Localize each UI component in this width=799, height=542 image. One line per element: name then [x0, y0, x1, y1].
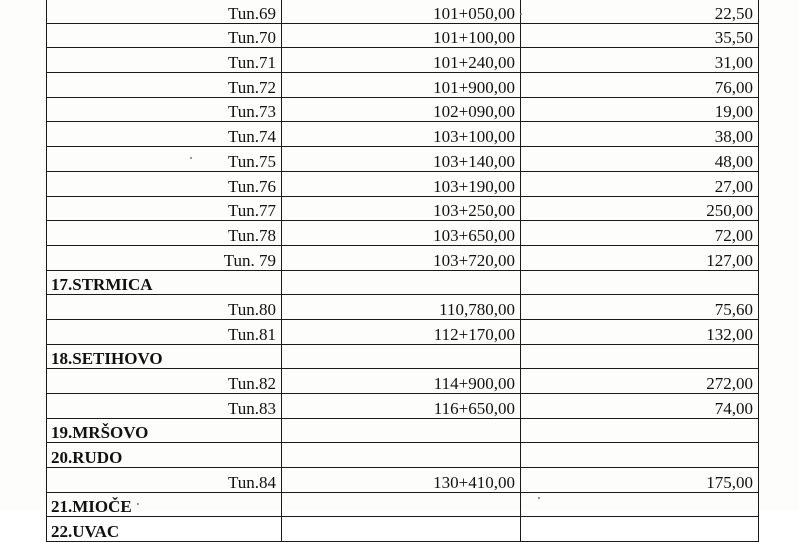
section-empty-km [282, 270, 521, 295]
tunnel-table [46, 0, 759, 542]
chainage-cell: 101+050,00 [282, 0, 521, 23]
section-title: 22.UVAC [47, 517, 282, 542]
tunnel-name-cell: Tun.83 [47, 394, 282, 419]
table-row [47, 369, 759, 394]
length-cell: 35,50 [521, 23, 759, 48]
section-empty-length [521, 418, 759, 443]
length-cell: 48,00 [521, 147, 759, 172]
section-empty-km [282, 517, 521, 542]
section-empty-length [521, 344, 759, 369]
scan-speck [190, 157, 192, 159]
table-row [47, 221, 759, 246]
length-cell: 19,00 [521, 97, 759, 122]
scan-speck [520, 13, 522, 15]
table-row [47, 0, 759, 23]
section-empty-km [282, 492, 521, 517]
chainage-cell: 130+410,00 [282, 468, 521, 493]
chainage-cell: 103+140,00 [282, 147, 521, 172]
chainage-cell: 102+090,00 [282, 97, 521, 122]
table-row [47, 245, 759, 270]
table-row [47, 23, 759, 48]
tunnel-name-cell: Tun.69 [47, 0, 282, 23]
length-cell: 72,00 [521, 221, 759, 246]
table-row [47, 319, 759, 344]
section-row [47, 492, 759, 517]
tunnel-name-cell: Tun.75 [47, 147, 282, 172]
section-empty-length [521, 517, 759, 542]
section-empty-length [521, 492, 759, 517]
section-row [47, 270, 759, 295]
chainage-cell: 103+720,00 [282, 245, 521, 270]
section-title: 19.MRŠOVO [47, 418, 282, 443]
scan-speck [538, 497, 540, 499]
tunnel-name-cell: Tun.70 [47, 23, 282, 48]
section-title: 20.RUDO [47, 443, 282, 468]
chainage-cell: 101+100,00 [282, 23, 521, 48]
section-empty-km [282, 443, 521, 468]
length-cell: 250,00 [521, 196, 759, 221]
tunnel-name-cell: Tun.81 [47, 319, 282, 344]
section-empty-km [282, 344, 521, 369]
chainage-cell: 112+170,00 [282, 319, 521, 344]
table-row [47, 73, 759, 98]
chainage-cell: 103+190,00 [282, 171, 521, 196]
section-title: 21.MIOČE [47, 492, 282, 517]
tunnel-name-cell: Tun. 79 [47, 245, 282, 270]
table-row [47, 147, 759, 172]
length-cell: 132,00 [521, 319, 759, 344]
chainage-cell: 101+900,00 [282, 73, 521, 98]
table-row [47, 97, 759, 122]
length-cell: 76,00 [521, 73, 759, 98]
table-row [47, 48, 759, 73]
chainage-cell: 114+900,00 [282, 369, 521, 394]
chainage-cell: 103+650,00 [282, 221, 521, 246]
section-title: 18.SETIHOVO [47, 344, 282, 369]
length-cell: 175,00 [521, 468, 759, 493]
tunnel-name-cell: Tun.77 [47, 196, 282, 221]
section-title: 17.STRMICA [47, 270, 282, 295]
length-cell: 31,00 [521, 48, 759, 73]
length-cell: 127,00 [521, 245, 759, 270]
tunnel-name-cell: Tun.82 [47, 369, 282, 394]
tunnel-name-cell: Tun.74 [47, 122, 282, 147]
tunnel-name-cell: Tun.84 [47, 468, 282, 493]
tunnel-name-cell: Tun.72 [47, 73, 282, 98]
section-empty-length [521, 443, 759, 468]
tunnel-table-body [47, 0, 759, 542]
tunnel-name-cell: Tun.76 [47, 171, 282, 196]
section-row [47, 517, 759, 542]
length-cell: 74,00 [521, 394, 759, 419]
chainage-cell: 101+240,00 [282, 48, 521, 73]
section-empty-length [521, 270, 759, 295]
section-row [47, 344, 759, 369]
table-row [47, 171, 759, 196]
tunnel-name-cell: Tun.71 [47, 48, 282, 73]
tunnel-name-cell: Tun.80 [47, 295, 282, 320]
section-row [47, 443, 759, 468]
chainage-cell: 116+650,00 [282, 394, 521, 419]
length-cell: 75,60 [521, 295, 759, 320]
length-cell: 27,00 [521, 171, 759, 196]
length-cell: 272,00 [521, 369, 759, 394]
chainage-cell: 103+100,00 [282, 122, 521, 147]
chainage-cell: 103+250,00 [282, 196, 521, 221]
section-empty-km [282, 418, 521, 443]
table-row [47, 122, 759, 147]
tunnel-name-cell: Tun.73 [47, 97, 282, 122]
length-cell: 38,00 [521, 122, 759, 147]
section-row [47, 418, 759, 443]
table-row [47, 394, 759, 419]
chainage-cell: 110,780,00 [282, 295, 521, 320]
table-row [47, 196, 759, 221]
length-cell: 22,50 [521, 0, 759, 23]
tunnel-name-cell: Tun.78 [47, 221, 282, 246]
table-row [47, 295, 759, 320]
scan-speck [137, 503, 139, 505]
table-row [47, 468, 759, 493]
